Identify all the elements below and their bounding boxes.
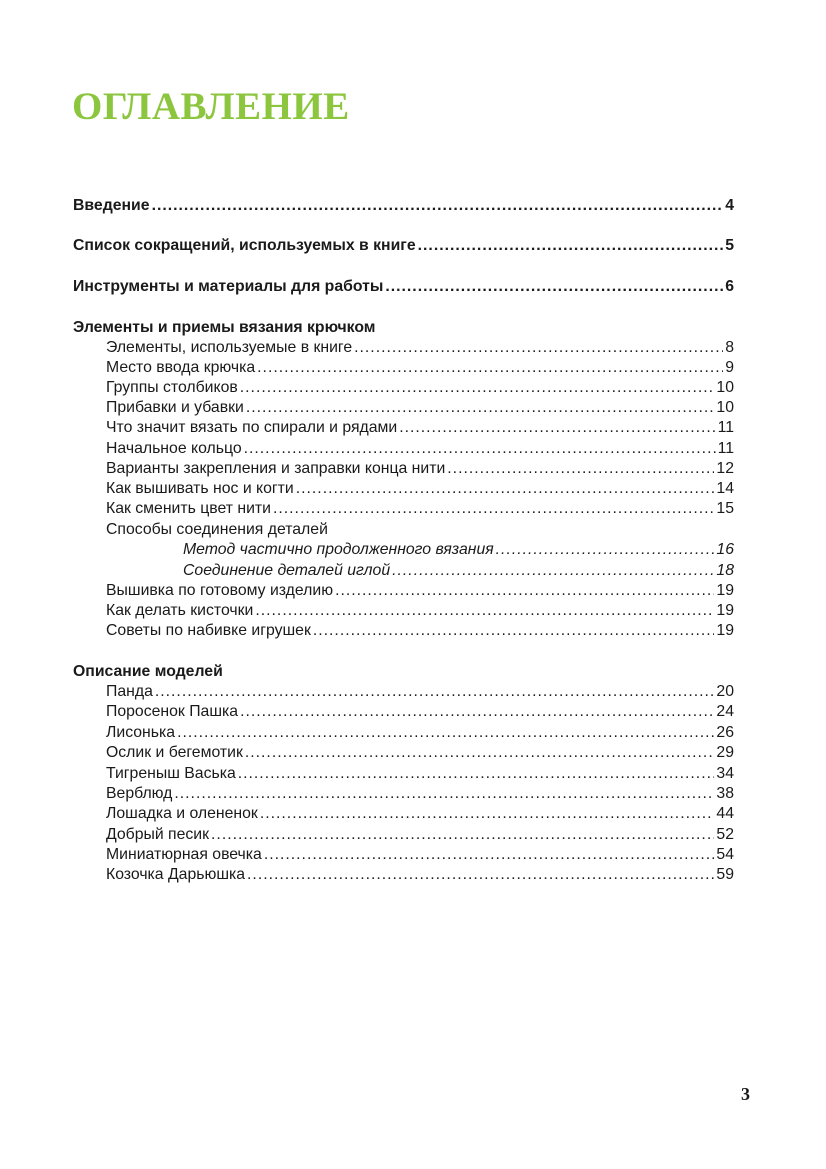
toc-entry-label: Ослик и бегемотик (106, 744, 243, 761)
toc-entry-label: Миниатюрная овечка (106, 846, 262, 863)
toc-entry[interactable] (106, 418, 734, 438)
toc-entry[interactable] (106, 398, 734, 418)
toc-entry-page: 52 (716, 826, 734, 843)
toc-entry-label: Как вышивать нос и когти (106, 480, 294, 497)
dot-leader (296, 479, 715, 499)
dot-leader (496, 540, 715, 560)
dot-leader (399, 418, 715, 438)
toc-entry[interactable] (106, 621, 734, 641)
toc-entry-label: Место ввода крючка (106, 359, 256, 376)
toc-entry-page: 19 (716, 602, 734, 619)
toc-entry-page: 8 (725, 339, 734, 356)
toc-entry-page: 14 (716, 480, 734, 497)
toc-entry-label: Козочка Дарьюшка (106, 866, 246, 883)
toc-entry[interactable] (106, 723, 734, 743)
toc-entry-label: Варианты закрепления и заправки конца нити (106, 460, 446, 477)
toc-entry-label: Что значит вязать по спирали и рядами (106, 419, 398, 436)
dot-leader (313, 621, 715, 641)
toc-entry-page: 16 (716, 541, 734, 558)
toc-entry[interactable] (106, 845, 734, 865)
toc-entry-label: Начальное кольцо (106, 440, 242, 457)
toc-entry-page: 10 (716, 399, 734, 416)
toc-entry[interactable] (106, 682, 734, 702)
section-heading-models: Описание моделей (73, 663, 223, 680)
toc-entry-label: Тигреныш Васька (106, 765, 236, 782)
dot-leader (177, 723, 714, 743)
toc-entry-label: Как сменить цвет нити (106, 500, 271, 517)
toc-subentry[interactable] (183, 561, 734, 581)
dot-leader (211, 825, 714, 845)
toc-entry-page: 19 (716, 622, 734, 639)
toc-entry-introduction[interactable] (73, 196, 734, 216)
toc-entry-page: 34 (716, 765, 734, 782)
toc-entry-page: 15 (716, 500, 734, 517)
toc-entry-page: 6 (725, 278, 734, 295)
toc-entry[interactable] (106, 358, 734, 378)
toc-entry-page: 19 (716, 582, 734, 599)
dot-leader (245, 743, 715, 763)
toc-entry-label: Лошадка и олененок (106, 805, 258, 822)
toc-entry[interactable] (106, 581, 734, 601)
dot-leader (246, 398, 715, 418)
toc-entry-label: Инструменты и материалы для работы (73, 278, 384, 295)
dot-leader (244, 439, 716, 459)
toc-entry[interactable] (106, 702, 734, 722)
toc-entry[interactable] (106, 743, 734, 763)
toc-entry-abbreviations[interactable] (73, 236, 734, 256)
toc-entry[interactable] (106, 865, 734, 885)
dot-leader (238, 764, 715, 784)
toc-entry-label: Советы по набивке игрушек (106, 622, 311, 639)
toc-entry-page: 10 (716, 379, 734, 396)
page-title: ОГЛАВЛЕНИЕ (72, 85, 350, 128)
dot-leader (264, 845, 715, 865)
toc-entry-page: 4 (725, 197, 734, 214)
dot-leader (255, 601, 714, 621)
toc-entry-label: Элементы, используемые в книге (106, 339, 353, 356)
toc-entry-label: Как делать кисточки (106, 602, 254, 619)
dot-leader (152, 196, 724, 216)
toc-entry-page: 38 (716, 785, 734, 802)
toc-entry[interactable] (106, 601, 734, 621)
subsection-heading-joining: Способы соединения деталей (106, 521, 328, 538)
toc-entry[interactable] (106, 784, 734, 804)
toc-entry-label: Метод частично продолженного вязания (183, 541, 494, 558)
toc-entry[interactable] (106, 459, 734, 479)
dot-leader (447, 459, 714, 479)
toc-entry-page: 54 (716, 846, 734, 863)
toc-entry-tools[interactable] (73, 277, 734, 297)
toc-entry-page: 9 (725, 359, 734, 376)
dot-leader (247, 865, 714, 885)
dot-leader (335, 581, 714, 601)
toc-entry-label: Вышивка по готовому изделию (106, 582, 334, 599)
toc-entry[interactable] (106, 499, 734, 519)
page-number: 3 (741, 1084, 750, 1104)
toc-entry-page: 11 (717, 419, 734, 436)
dot-leader (392, 561, 714, 581)
dot-leader (155, 682, 715, 702)
toc-entry-label: Список сокращений, используемых в книге (73, 237, 416, 254)
toc-entry-label: Лисонька (106, 724, 176, 741)
toc-entry-label: Группы столбиков (106, 379, 238, 396)
toc-entry[interactable] (106, 764, 734, 784)
toc-entry[interactable] (106, 825, 734, 845)
dot-leader (174, 784, 714, 804)
toc-entry-page: 20 (716, 683, 734, 700)
dot-leader (273, 499, 714, 519)
toc-entry-label: Верблюд (106, 785, 173, 802)
toc-entry[interactable] (106, 804, 734, 824)
toc-entry[interactable] (106, 378, 734, 398)
toc-entry-label: Добрый песик (106, 826, 210, 843)
dot-leader (260, 804, 715, 824)
toc-entry-label: Поросенок Пашка (106, 703, 239, 720)
toc-entry-label: Введение (73, 197, 150, 214)
toc-entry-label: Панда (106, 683, 153, 700)
toc-entry-page: 11 (717, 440, 734, 457)
toc-entry-page: 5 (725, 237, 734, 254)
toc-entry-page: 59 (716, 866, 734, 883)
toc-entry-page: 29 (716, 744, 734, 761)
toc-entry[interactable] (106, 439, 734, 459)
toc-subentry[interactable] (183, 540, 734, 560)
toc-entry-page: 24 (716, 703, 734, 720)
toc-entry[interactable] (106, 338, 734, 358)
toc-entry[interactable] (106, 479, 734, 499)
toc-entry-page: 44 (716, 805, 734, 822)
dot-leader (354, 338, 723, 358)
dot-leader (240, 702, 714, 722)
dot-leader (257, 358, 723, 378)
toc-entry-label: Соединение деталей иглой (183, 562, 391, 579)
dot-leader (240, 378, 715, 398)
toc-entry-label: Прибавки и убавки (106, 399, 244, 416)
section-heading-elements: Элементы и приемы вязания крючком (73, 319, 376, 336)
dot-leader (385, 277, 723, 297)
toc-entry-page: 26 (716, 724, 734, 741)
toc-entry-page: 18 (716, 562, 734, 579)
toc-entry-page: 12 (716, 460, 734, 477)
dot-leader (418, 236, 724, 256)
